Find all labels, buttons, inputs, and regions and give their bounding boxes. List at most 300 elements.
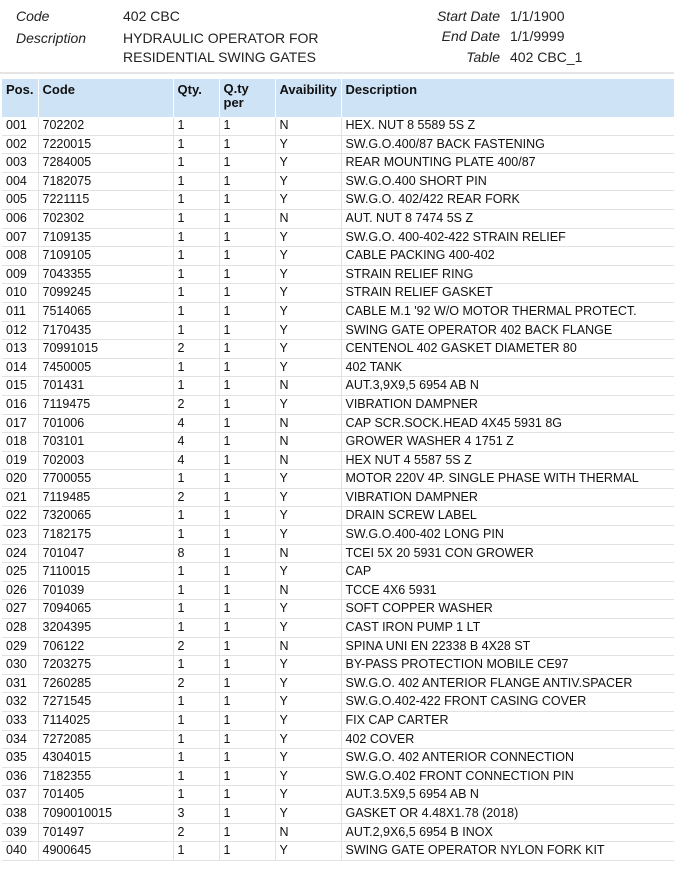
cell-availability: Y [275,730,341,749]
cell-availability: Y [275,526,341,545]
table-row [2,544,674,563]
cell-qty: 1 [173,377,219,396]
cell-code: 706122 [38,637,173,656]
cell-description: SWING GATE OPERATOR 402 BACK FLANGE [341,321,674,340]
cell-description: CABLE PACKING 400-402 [341,247,674,266]
column-header-qty: Qty. [173,79,219,117]
cell-availability: Y [275,265,341,284]
cell-description: AUT.3.5X9,5 6954 AB N [341,786,674,805]
cell-description: AUT. NUT 8 7474 5S Z [341,209,674,228]
cell-pos: 023 [2,526,38,545]
cell-pos: 024 [2,544,38,563]
table-row [2,749,674,768]
cell-qty-per: 1 [219,712,275,731]
cell-code: 7260285 [38,674,173,693]
cell-pos: 007 [2,228,38,247]
column-header-pos: Pos. [2,79,38,117]
cell-availability: N [275,377,341,396]
cell-qty-per: 1 [219,804,275,823]
cell-pos: 011 [2,302,38,321]
description-label: Description [16,30,87,46]
column-header-availability: Avaibility [275,79,341,117]
table-row [2,321,674,340]
cell-availability: Y [275,804,341,823]
cell-qty-per: 1 [219,507,275,526]
cell-description: SW.G.O.402 FRONT CONNECTION PIN [341,767,674,786]
cell-code: 7320065 [38,507,173,526]
cell-description: GROWER WASHER 4 1751 Z [341,433,674,452]
cell-code: 7114025 [38,712,173,731]
cell-description: SW.G.O. 402/422 REAR FORK [341,191,674,210]
cell-code: 7182075 [38,172,173,191]
cell-availability: Y [275,228,341,247]
table-row [2,135,674,154]
table-row [2,674,674,693]
cell-qty: 1 [173,358,219,377]
cell-availability: Y [275,154,341,173]
cell-qty: 1 [173,693,219,712]
cell-pos: 015 [2,377,38,396]
cell-description: STRAIN RELIEF RING [341,265,674,284]
cell-description: SW.G.O.400 SHORT PIN [341,172,674,191]
cell-availability: Y [275,767,341,786]
cell-qty: 2 [173,340,219,359]
end-date-value: 1/1/9999 [510,28,565,44]
cell-availability: N [275,433,341,452]
cell-description: AUT.3,9X9,5 6954 AB N [341,377,674,396]
cell-qty-per: 1 [219,340,275,359]
cell-pos: 040 [2,842,38,861]
cell-code: 7119475 [38,395,173,414]
cell-description: SW.G.O. 400-402-422 STRAIN RELIEF [341,228,674,247]
cell-qty-per: 1 [219,730,275,749]
cell-code: 703101 [38,433,173,452]
start-date-label: Start Date [436,8,500,24]
cell-code: 701047 [38,544,173,563]
table-row [2,172,674,191]
table-row [2,228,674,247]
cell-qty: 1 [173,209,219,228]
cell-availability: Y [275,786,341,805]
cell-code: 7090010015 [38,804,173,823]
cell-qty-per: 1 [219,693,275,712]
cell-code: 4900645 [38,842,173,861]
cell-pos: 038 [2,804,38,823]
cell-qty: 2 [173,674,219,693]
cell-qty: 1 [173,135,219,154]
cell-pos: 027 [2,600,38,619]
cell-code: 7182175 [38,526,173,545]
cell-description: CABLE M.1 '92 W/O MOTOR THERMAL PROTECT. [341,302,674,321]
table-row [2,488,674,507]
cell-description: SW.G.O. 402 ANTERIOR FLANGE ANTIV.SPACER [341,674,674,693]
table-row [2,191,674,210]
cell-code: 7700055 [38,470,173,489]
cell-availability: Y [275,395,341,414]
cell-qty: 1 [173,786,219,805]
table-row [2,284,674,303]
cell-pos: 006 [2,209,38,228]
cell-availability: Y [275,693,341,712]
cell-code: 701405 [38,786,173,805]
cell-code: 7043355 [38,265,173,284]
cell-description: 402 COVER [341,730,674,749]
table-row [2,507,674,526]
cell-availability: Y [275,488,341,507]
cell-qty: 1 [173,656,219,675]
cell-pos: 005 [2,191,38,210]
cell-code: 701039 [38,581,173,600]
cell-description: TCCE 4X6 5931 [341,581,674,600]
cell-availability: Y [275,284,341,303]
cell-pos: 008 [2,247,38,266]
cell-description: CAP SCR.SOCK.HEAD 4X45 5931 8G [341,414,674,433]
cell-availability: Y [275,321,341,340]
cell-qty-per: 1 [219,563,275,582]
cell-qty: 1 [173,247,219,266]
cell-qty: 1 [173,581,219,600]
cell-description: REAR MOUNTING PLATE 400/87 [341,154,674,173]
table-row [2,693,674,712]
cell-qty: 1 [173,265,219,284]
table-row [2,619,674,638]
table-row [2,712,674,731]
cell-qty: 8 [173,544,219,563]
table-row [2,340,674,359]
cell-qty: 1 [173,284,219,303]
cell-code: 7109105 [38,247,173,266]
cell-availability: N [275,581,341,600]
cell-pos: 017 [2,414,38,433]
cell-qty: 2 [173,637,219,656]
cell-qty-per: 1 [219,749,275,768]
cell-qty: 2 [173,395,219,414]
cell-code: 7109135 [38,228,173,247]
table-row [2,470,674,489]
cell-qty-per: 1 [219,544,275,563]
cell-availability: Y [275,749,341,768]
cell-pos: 034 [2,730,38,749]
cell-qty: 1 [173,154,219,173]
cell-qty-per: 1 [219,117,275,135]
column-header-qty-per: Q.ty per [219,79,275,117]
cell-qty-per: 1 [219,228,275,247]
cell-pos: 026 [2,581,38,600]
cell-description: SWING GATE OPERATOR NYLON FORK KIT [341,842,674,861]
cell-qty-per: 1 [219,823,275,842]
cell-description: HEX. NUT 8 5589 5S Z [341,117,674,135]
cell-pos: 039 [2,823,38,842]
cell-code: 7272085 [38,730,173,749]
cell-pos: 010 [2,284,38,303]
cell-qty: 1 [173,191,219,210]
cell-availability: Y [275,507,341,526]
cell-qty: 1 [173,767,219,786]
cell-availability: N [275,414,341,433]
table-row [2,637,674,656]
description-line-2: RESIDENTIAL SWING GATES [123,49,316,65]
cell-code: 7170435 [38,321,173,340]
cell-code: 7220015 [38,135,173,154]
table-row [2,377,674,396]
cell-qty-per: 1 [219,414,275,433]
cell-description: GASKET OR 4.48X1.78 (2018) [341,804,674,823]
cell-pos: 016 [2,395,38,414]
table-row [2,563,674,582]
cell-qty-per: 1 [219,767,275,786]
cell-code: 701431 [38,377,173,396]
cell-description: VIBRATION DAMPNER [341,488,674,507]
table-row [2,526,674,545]
cell-code: 7284005 [38,154,173,173]
cell-qty-per: 1 [219,637,275,656]
start-date-value: 1/1/1900 [510,8,565,24]
parts-table [2,79,674,861]
cell-qty-per: 1 [219,302,275,321]
cell-availability: N [275,637,341,656]
document-header [0,0,674,72]
column-header-description: Description [341,79,674,117]
cell-code: 7203275 [38,656,173,675]
header-divider [0,72,674,74]
cell-qty-per: 1 [219,154,275,173]
cell-code: 702302 [38,209,173,228]
cell-availability: Y [275,842,341,861]
cell-qty: 1 [173,600,219,619]
cell-code: 70991015 [38,340,173,359]
cell-qty: 4 [173,414,219,433]
cell-pos: 001 [2,117,38,135]
cell-qty-per: 1 [219,358,275,377]
cell-description: SW.G.O.400/87 BACK FASTENING [341,135,674,154]
cell-description: VIBRATION DAMPNER [341,395,674,414]
cell-availability: Y [275,619,341,638]
table-row [2,117,674,135]
cell-pos: 019 [2,451,38,470]
cell-code: 7221115 [38,191,173,210]
cell-pos: 033 [2,712,38,731]
cell-qty: 4 [173,451,219,470]
cell-qty: 1 [173,117,219,135]
table-row [2,414,674,433]
cell-qty-per: 1 [219,470,275,489]
cell-availability: Y [275,302,341,321]
cell-description: 402 TANK [341,358,674,377]
cell-qty: 1 [173,563,219,582]
cell-qty-per: 1 [219,581,275,600]
table-row [2,823,674,842]
cell-qty: 2 [173,823,219,842]
code-label: Code [16,8,50,24]
cell-pos: 002 [2,135,38,154]
cell-pos: 003 [2,154,38,173]
cell-qty-per: 1 [219,191,275,210]
table-row [2,600,674,619]
description-line-1: HYDRAULIC OPERATOR FOR [123,30,319,46]
cell-code: 3204395 [38,619,173,638]
cell-code: 702202 [38,117,173,135]
table-row [2,581,674,600]
cell-qty-per: 1 [219,619,275,638]
cell-qty-per: 1 [219,526,275,545]
cell-description: CENTENOL 402 GASKET DIAMETER 80 [341,340,674,359]
cell-code: 702003 [38,451,173,470]
cell-qty-per: 1 [219,674,275,693]
cell-description: STRAIN RELIEF GASKET [341,284,674,303]
cell-qty-per: 1 [219,488,275,507]
cell-qty-per: 1 [219,656,275,675]
cell-description: TCEI 5X 20 5931 CON GROWER [341,544,674,563]
cell-pos: 009 [2,265,38,284]
cell-qty: 1 [173,712,219,731]
cell-pos: 020 [2,470,38,489]
cell-availability: Y [275,656,341,675]
table-body [2,117,674,860]
code-value: 402 CBC [123,8,180,24]
cell-qty: 1 [173,526,219,545]
table-row [2,265,674,284]
cell-pos: 018 [2,433,38,452]
cell-qty: 1 [173,172,219,191]
cell-availability: N [275,544,341,563]
cell-description: DRAIN SCREW LABEL [341,507,674,526]
cell-availability: Y [275,563,341,582]
cell-availability: N [275,209,341,228]
cell-qty-per: 1 [219,433,275,452]
cell-description: HEX NUT 4 5587 5S Z [341,451,674,470]
table-row [2,656,674,675]
cell-code: 7514065 [38,302,173,321]
table-header-row [2,79,674,117]
cell-pos: 025 [2,563,38,582]
cell-availability: Y [275,470,341,489]
cell-availability: N [275,451,341,470]
cell-pos: 014 [2,358,38,377]
cell-qty-per: 1 [219,600,275,619]
cell-pos: 022 [2,507,38,526]
cell-description: SW.G.O.400-402 LONG PIN [341,526,674,545]
table-row [2,786,674,805]
cell-qty-per: 1 [219,284,275,303]
cell-qty-per: 1 [219,135,275,154]
column-header-code: Code [38,79,173,117]
cell-qty: 1 [173,321,219,340]
table-value: 402 CBC_1 [510,49,583,65]
cell-description: SW.G.O.402-422 FRONT CASING COVER [341,693,674,712]
cell-pos: 021 [2,488,38,507]
cell-pos: 012 [2,321,38,340]
table-row [2,302,674,321]
cell-qty-per: 1 [219,395,275,414]
cell-description: BY-PASS PROTECTION MOBILE CE97 [341,656,674,675]
cell-availability: Y [275,674,341,693]
cell-description: SW.G.O. 402 ANTERIOR CONNECTION [341,749,674,768]
table-row [2,209,674,228]
cell-qty-per: 1 [219,786,275,805]
cell-code: 7450005 [38,358,173,377]
table-row [2,767,674,786]
cell-description: AUT.2,9X6,5 6954 B INOX [341,823,674,842]
cell-description: SOFT COPPER WASHER [341,600,674,619]
cell-availability: N [275,823,341,842]
cell-qty: 1 [173,302,219,321]
cell-pos: 036 [2,767,38,786]
cell-qty: 1 [173,228,219,247]
cell-qty-per: 1 [219,842,275,861]
cell-description: CAP [341,563,674,582]
cell-qty: 1 [173,619,219,638]
cell-qty: 2 [173,488,219,507]
cell-description: FIX CAP CARTER [341,712,674,731]
cell-code: 701006 [38,414,173,433]
table-row [2,358,674,377]
cell-pos: 032 [2,693,38,712]
cell-code: 7094065 [38,600,173,619]
cell-code: 4304015 [38,749,173,768]
cell-qty: 1 [173,470,219,489]
cell-qty: 3 [173,804,219,823]
cell-availability: N [275,117,341,135]
cell-code: 701497 [38,823,173,842]
cell-qty: 1 [173,507,219,526]
cell-description: CAST IRON PUMP 1 LT [341,619,674,638]
cell-availability: Y [275,247,341,266]
cell-description: SPINA UNI EN 22338 B 4X28 ST [341,637,674,656]
cell-qty-per: 1 [219,321,275,340]
cell-availability: Y [275,600,341,619]
cell-availability: Y [275,340,341,359]
cell-code: 7182355 [38,767,173,786]
table-row [2,842,674,861]
table-row [2,804,674,823]
cell-qty: 1 [173,842,219,861]
cell-pos: 035 [2,749,38,768]
cell-availability: Y [275,712,341,731]
cell-pos: 004 [2,172,38,191]
cell-qty-per: 1 [219,265,275,284]
cell-availability: Y [275,358,341,377]
cell-qty-per: 1 [219,247,275,266]
cell-qty: 4 [173,433,219,452]
table-row [2,247,674,266]
table-row [2,451,674,470]
table-row [2,395,674,414]
cell-qty-per: 1 [219,209,275,228]
table-row [2,433,674,452]
cell-code: 7099245 [38,284,173,303]
cell-pos: 013 [2,340,38,359]
cell-qty-per: 1 [219,172,275,191]
table-row [2,154,674,173]
cell-pos: 030 [2,656,38,675]
cell-qty-per: 1 [219,451,275,470]
cell-qty: 1 [173,730,219,749]
cell-code: 7110015 [38,563,173,582]
cell-code: 7119485 [38,488,173,507]
table-label: Table [466,49,500,65]
end-date-label: End Date [441,28,500,44]
cell-availability: Y [275,172,341,191]
table-row [2,730,674,749]
cell-availability: Y [275,135,341,154]
cell-pos: 037 [2,786,38,805]
cell-availability: Y [275,191,341,210]
cell-pos: 028 [2,619,38,638]
cell-qty-per: 1 [219,377,275,396]
cell-code: 7271545 [38,693,173,712]
cell-qty: 1 [173,749,219,768]
cell-pos: 031 [2,674,38,693]
